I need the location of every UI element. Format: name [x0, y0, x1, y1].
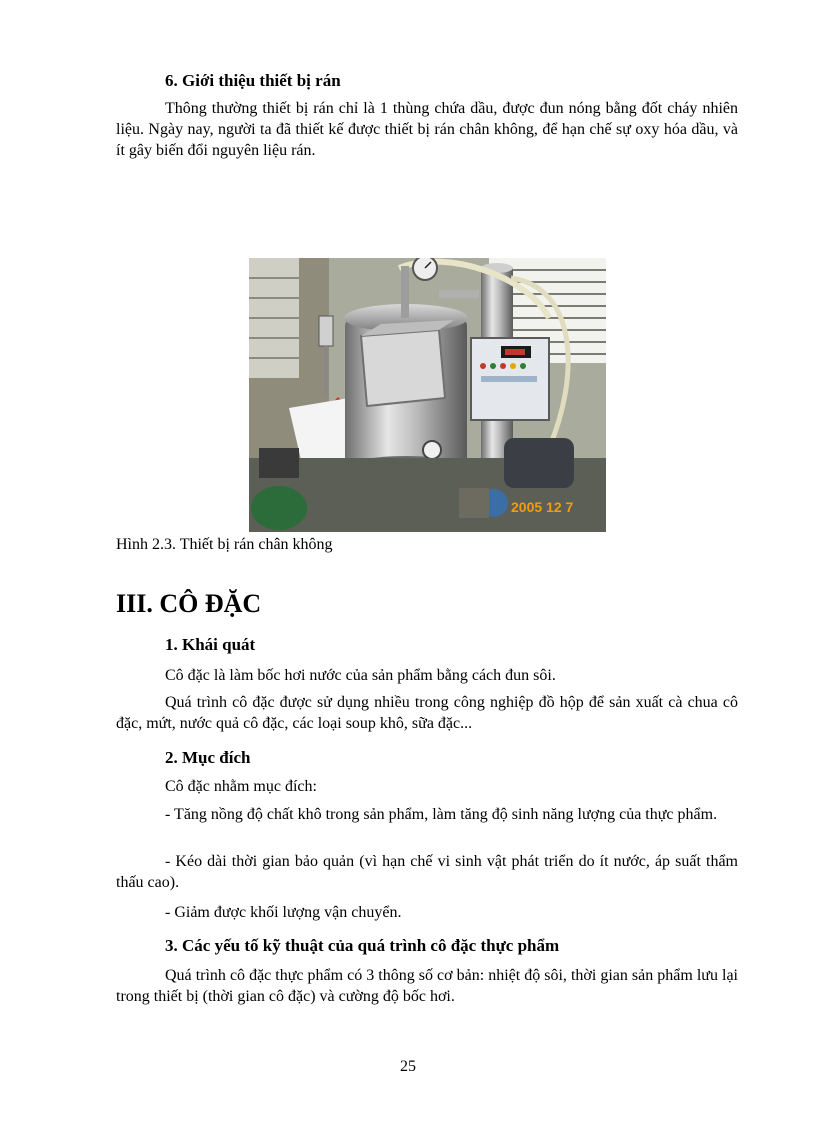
section-6-heading: 6. Giới thiệu thiết bị rán	[165, 71, 341, 90]
section-2-bullet-1: - Tăng nồng độ chất khô trong sản phẩm, làm tăng độ sinh năng lượng của thực phẩm.	[165, 806, 718, 823]
section-1-paragraph-1: Cô đặc là làm bốc hơi nước của sản phẩm bằng cách đun sôi.	[165, 667, 556, 684]
section-1-paragraph-2: Quá trình cô đặc được sử dụng nhiều trong công nghiệp đồ hộp để sản xuất cà chua cô đặc, mứt, nước quả cô đặc, các loại soup khô, sữa đặc...	[116, 694, 738, 732]
section-1-heading: 1. Khái quát	[165, 635, 256, 654]
section-6-body: Thông thường thiết bị rán chỉ là 1 thùng chứa dầu, được đun nóng bằng đốt cháy nhiên liệu. Ngày nay, người ta đã thiết kế được thiết bị rán chân không, để hạn chế sự oxy hóa dầu, và ít gây biến đổi nguyên liệu rán.	[116, 100, 738, 159]
section-3-paragraph-1: Quá trình cô đặc thực phẩm có 3 thông số cơ bản: nhiệt độ sôi, thời gian sản phẩm lưu lại trong thiết bị (thời gian cô đặc) và cường độ bốc hơi.	[116, 967, 738, 1005]
section-2-intro: Cô đặc nhằm mục đích:	[165, 778, 317, 795]
figure-caption: Hình 2.3. Thiết bị rán chân không	[116, 536, 333, 553]
section-2-heading: 2. Mục đích	[165, 748, 251, 767]
photo-date-stamp: 2005 12 7	[511, 499, 574, 515]
page-number: 25	[400, 1058, 416, 1075]
section-2-bullet-3: - Giảm được khối lượng vận chuyển.	[165, 904, 402, 921]
vacuum-fryer-photo	[249, 258, 606, 532]
section-3-heading: 3. Các yếu tố kỹ thuật của quá trình cô đặc thực phẩm	[165, 936, 560, 955]
section-2-bullet-2: - Kéo dài thời gian bảo quản (vì hạn chế vi sinh vật phát triển do ít nước, áp suất thẩm thấu cao).	[116, 853, 738, 891]
chapter-heading: III. CÔ ĐẶC	[116, 589, 262, 618]
